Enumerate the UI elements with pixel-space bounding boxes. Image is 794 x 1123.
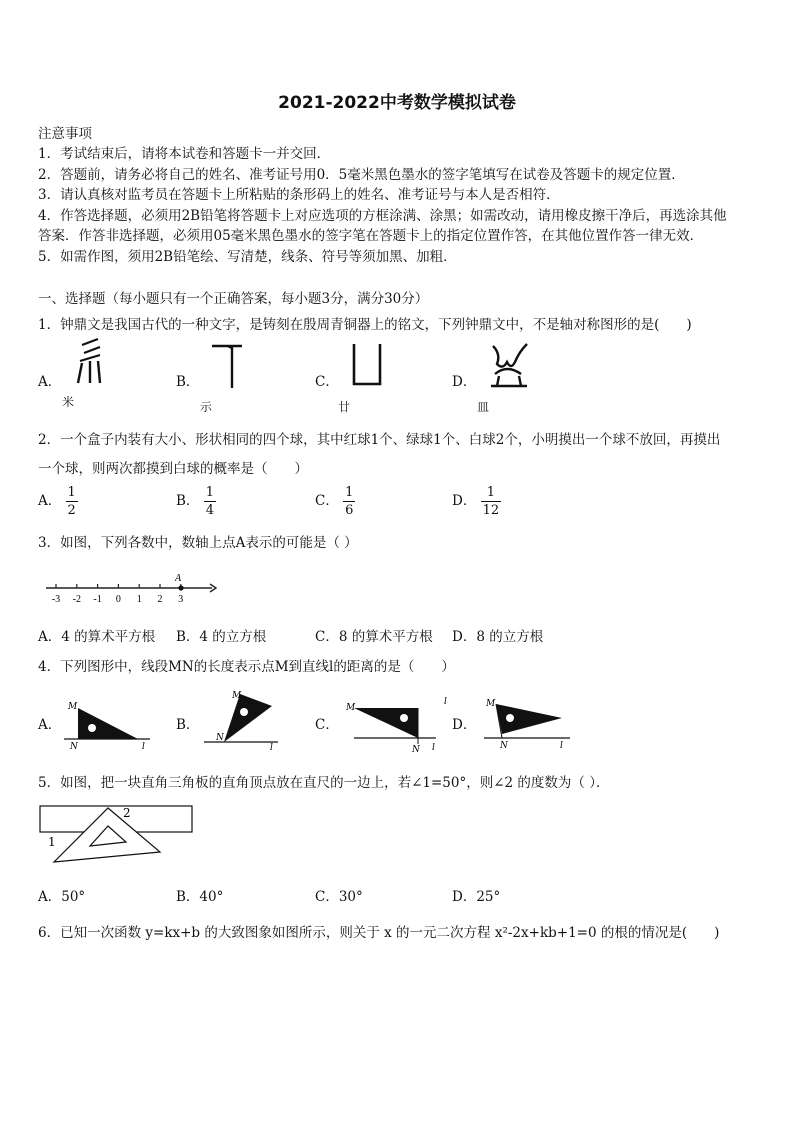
q1-caption-d: 皿	[477, 400, 490, 414]
number-line-ticks	[52, 584, 183, 605]
tick-label: 2	[157, 594, 163, 605]
q2-stem-line2: 一个球，则两次都摸到白球的概率是（ ）	[38, 461, 308, 477]
angle-2-label: 2	[123, 806, 131, 820]
tick-label: -1	[93, 594, 102, 605]
q2-option-b	[176, 484, 216, 519]
numerator: 1	[345, 485, 354, 500]
q2-option-d	[452, 484, 501, 519]
q1-option-c: C．	[315, 374, 339, 390]
q4-stem: 4．下列图形中，线段MN的长度表示点M到直线l的距离的是（ ）	[38, 659, 455, 675]
q5-option-d: D．25°	[452, 889, 501, 905]
q2-stem-line1: 2．一个盒子内装有大小、形状相同的四个球，其中红球1个、绿球1个、白球2个，小明摸出一个球不放回，再摸出	[38, 432, 721, 448]
q2-option-d-label: D．	[452, 493, 477, 509]
denominator: 6	[345, 503, 354, 518]
q4-option-d: D．	[452, 717, 477, 733]
point-a-label: A	[175, 573, 182, 584]
tick-label: -2	[72, 594, 81, 605]
label-n: N	[216, 733, 224, 743]
q3-option-d: D．8 的立方根	[452, 629, 544, 645]
q4-option-b: B．	[176, 717, 200, 733]
label-n: N	[500, 741, 508, 751]
q1-caption-b: 示	[200, 400, 213, 414]
label-l: l	[142, 742, 145, 752]
q2-option-c	[315, 484, 355, 519]
q2-option-a-fraction	[66, 484, 78, 519]
label-m: M	[486, 699, 496, 709]
q2-option-b-label: B．	[176, 493, 200, 509]
point-a-dot	[178, 585, 183, 590]
q4-option-c: C．	[315, 717, 339, 733]
denominator: 4	[205, 503, 214, 518]
numerator: 1	[67, 485, 76, 500]
label-m: M	[232, 691, 242, 701]
q3-stem: 3．如图，下列各数中，数轴上点A表示的可能是（ ）	[38, 535, 358, 551]
q1-option-d: D．	[452, 374, 477, 390]
q4-figure-a	[64, 696, 154, 752]
label-m: M	[346, 703, 356, 713]
q4-figure-c	[340, 696, 447, 755]
q5-option-b: B．40°	[176, 889, 224, 905]
label-n: N	[412, 745, 420, 755]
bronze-glyph-d-image	[485, 340, 535, 390]
q6-stem: 6．已知一次函数 y=kx+b 的大致图象如图所示，则关于 x 的一元二次方程 x²-2x+kb+1=0 的根的情况是( )	[38, 925, 720, 941]
note-item: 5．如需作图，须用2B铅笔绘、写清楚，线条、符号等须加黑、加粗．	[38, 249, 457, 265]
numerator: 1	[205, 485, 214, 500]
label-l: l	[560, 741, 563, 751]
label-n: N	[70, 742, 78, 752]
bronze-glyph-a-image	[70, 335, 120, 387]
q4-figure-b	[200, 688, 280, 752]
q3-option-c: C．8 的算术平方根	[315, 629, 433, 645]
note-item: 2．答题前，请务必将自己的姓名、准考证号用0．5毫米黑色墨水的签字笔填写在试卷及答题卡的规定位置．	[38, 167, 685, 183]
q1-stem: 1．钟鼎文是我国古代的一种文字，是铸刻在殷周青铜器上的铭文，下列钟鼎文中，不是轴对称图形的是( )	[38, 317, 692, 333]
tick-label: -3	[51, 594, 61, 605]
q4-figure-d	[480, 696, 576, 752]
tick-label: 0	[115, 594, 121, 605]
q5-option-c: C．30°	[315, 889, 363, 905]
q2-option-a-label: A．	[38, 493, 62, 509]
label-l-top: l	[444, 697, 447, 707]
denominator: 12	[482, 503, 500, 518]
note-item: 4．作答选择题，必须用2B铅笔将答题卡上对应选项的方框涂满、涂黑；如需改动，请用橡皮擦干净后，再选涂其他	[38, 208, 727, 224]
label-l: l	[270, 743, 273, 753]
denominator: 2	[67, 503, 76, 518]
angle-1-label: 1	[48, 835, 56, 849]
numerator: 1	[481, 484, 502, 502]
q2-option-b-fraction	[204, 484, 216, 519]
q5-stem: 5．如图，把一块直角三角板的直角顶点放在直尺的一边上，若∠1=50°，则∠2 的度数为（ ）．	[38, 775, 610, 791]
q3-option-b: B．4 的立方根	[176, 629, 267, 645]
q2-option-c-label: C．	[315, 493, 339, 509]
note-item: 答案．作答非选择题，必须用05毫米黑色墨水的签字笔在答题卡上的指定位置作答，在其他位置作答一律无效．	[38, 228, 704, 244]
number-line-figure	[44, 570, 219, 610]
section-heading: 一、选择题（每小题只有一个正确答案，每小题3分，满分30分）	[38, 291, 429, 307]
tick-label: 1	[136, 594, 142, 605]
q1-option-a: A．	[38, 374, 62, 390]
label-l: l	[432, 743, 435, 753]
q5-option-a: A．50°	[38, 889, 86, 905]
page-title: 2021-2022中考数学模拟试卷	[278, 93, 516, 113]
q1-option-b: B．	[176, 374, 200, 390]
q3-option-a: A．4 的算术平方根	[38, 629, 156, 645]
q2-option-a	[38, 484, 78, 519]
label-m: M	[68, 702, 78, 712]
note-item: 1．考试结束后，请将本试卷和答题卡一并交回．	[38, 146, 331, 162]
ruler-triangle-figure	[38, 800, 198, 870]
bronze-glyph-b-image	[208, 340, 248, 390]
notes-heading: 注意事项	[38, 126, 92, 142]
q1-caption-a: 米	[62, 395, 75, 409]
q2-option-c-fraction	[343, 484, 355, 519]
bronze-glyph-c-image	[348, 342, 388, 388]
q2-option-d-fraction	[481, 484, 502, 519]
q4-option-a: A．	[38, 717, 62, 733]
q1-caption-c: 廿	[338, 400, 351, 414]
tick-label: 3	[178, 594, 184, 605]
note-item: 3．请认真核对监考员在答题卡上所粘贴的条形码上的姓名、准考证号与本人是否相符．	[38, 187, 560, 203]
